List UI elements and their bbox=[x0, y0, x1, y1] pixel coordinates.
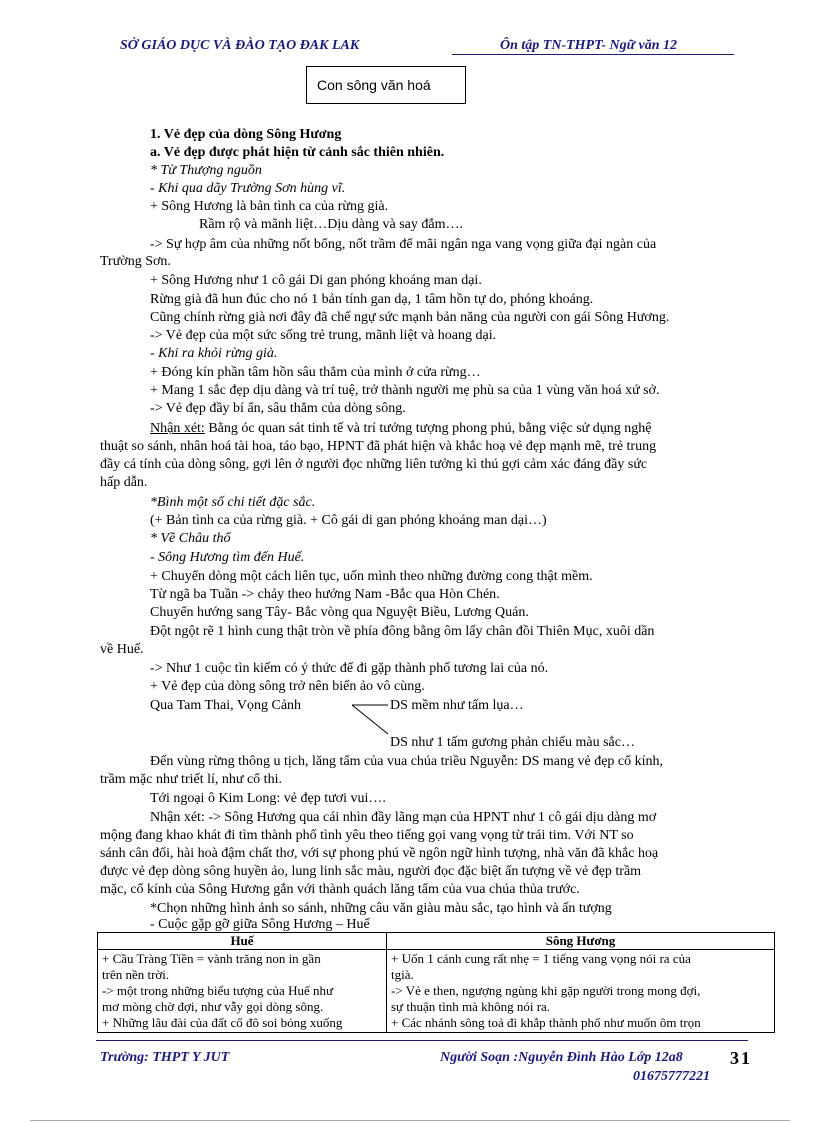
table-header-hue: Huế bbox=[98, 933, 387, 950]
body-line: - Khi ra khỏi rừng già. bbox=[150, 346, 278, 361]
body-line: + Sông Hương như 1 cô gái Di gan phóng khoáng man dại. bbox=[150, 273, 482, 288]
body-line: Cũng chính rừng già nơi đây đã chế ngự sức mạnh bản năng của người con gái Sông Hương. bbox=[150, 310, 670, 325]
body-line: * Về Châu thổ bbox=[150, 531, 231, 546]
body-line bbox=[150, 420, 651, 437]
body-line: sánh cân đối, hài hoà đậm chất thơ, với sự phong phú về ngôn ngữ hình tượng, nhà văn đã khắc hoạ bbox=[100, 846, 659, 861]
body-line: -> Sự hợp âm của những nốt bổng, nốt trầm để mãi ngân nga vang vọng giữa đại ngàn của bbox=[150, 237, 657, 252]
header-underline bbox=[452, 54, 734, 55]
body-line: trầm mặc như triết lí, như cổ thi. bbox=[100, 772, 282, 787]
body-line: Rầm rộ và mãnh liệt…Dịu dàng và say đắm…. bbox=[199, 217, 463, 232]
cell-line: -> Vẻ e then, ngượng ngùng khi gặp người trong mong đợi, bbox=[391, 983, 701, 998]
remark-text: Bằng óc quan sát tinh tế và trí tưởng tượng phong phú, bằng việc sử dụng nghệ bbox=[204, 421, 652, 436]
cell-line: sự thuận tình mà không nói ra. bbox=[391, 999, 551, 1014]
body-line: -> Như 1 cuộc tìn kiếm có ý thức để đi gặp thành phố tương lai của nó. bbox=[150, 661, 549, 676]
body-line: - Sông Hương tìm đến Huế. bbox=[150, 550, 305, 565]
body-line: + Mang 1 sắc đẹp dịu dàng và trí tuệ, trở thành người mẹ phù sa của 1 vùng văn hoá xứ sở. bbox=[150, 383, 660, 398]
table-row bbox=[98, 950, 775, 1033]
body-line: (+ Bản tình ca của rừng già. + Cô gái di gan phóng khoáng man dại…) bbox=[150, 513, 547, 528]
body-line: - Cuộc gặp gỡ giữa Sông Hương – Huế bbox=[150, 917, 370, 932]
body-line: Chuyển hướng sang Tây- Bắc vòng qua Nguyệt Biều, Lương Quán. bbox=[150, 605, 529, 620]
body-line: -> Vẻ đẹp của một sức sống trẻ trung, mãnh liệt và hoang dại. bbox=[150, 328, 497, 343]
table-header-song-huong: Sông Hương bbox=[387, 933, 775, 950]
table-cell-hue bbox=[98, 950, 387, 1033]
body-line: *Chọn những hình ảnh so sánh, những câu văn giàu màu sắc, tạo hình và ấn tượng bbox=[150, 901, 612, 916]
cell-line: mơ mòng chờ đợi, như vẫy gọi dòng sông. bbox=[102, 999, 324, 1014]
section-heading: 1. Vẻ đẹp của dòng Sông Hương bbox=[150, 127, 342, 142]
footer-author: Người Soạn :Nguyễn Đình Hào Lớp 12a8 bbox=[440, 1050, 683, 1065]
comparison-table bbox=[97, 932, 775, 1033]
body-line: + Đóng kín phần tâm hồn sâu thẳm của mình ở cửa rừng… bbox=[150, 365, 481, 380]
body-line: mộng đang khao khát đi tìm thành phố tình yêu theo tiếng gọi vang vọng từ trái tim. Với NT so bbox=[100, 828, 634, 843]
table-cell-song-huong bbox=[387, 950, 775, 1033]
body-line: -> Vẻ đẹp đầy bí ẩn, sâu thẳm của dòng sông. bbox=[150, 401, 406, 416]
body-line: Qua Tam Thai, Vọng Cảnh bbox=[150, 698, 302, 713]
document-title: Con sông văn hoá bbox=[317, 77, 431, 93]
footer-rule bbox=[96, 1040, 748, 1041]
remark-label: Nhận xét: bbox=[150, 421, 205, 436]
body-line: Tới ngoại ô Kim Long: vẻ đẹp tươi vui…. bbox=[150, 791, 386, 806]
body-line: + Sông Hương là bản tình ca của rừng già. bbox=[150, 199, 389, 214]
body-line: Nhận xét: -> Sông Hương qua cái nhìn đầy lãng mạn của HPNT như 1 cô gái dịu dàng mơ bbox=[150, 810, 657, 825]
branch-connector bbox=[352, 700, 392, 740]
body-line: DS như 1 tấm gương phản chiếu màu sắc… bbox=[390, 735, 635, 750]
body-line: Đột ngột rẽ 1 hình cung thật tròn về phía đông bằng ôm lấy chân đồi Thiên Mục, xuôi dần bbox=[150, 624, 655, 639]
body-line: DS mềm như tấm lụa… bbox=[390, 698, 524, 713]
body-line: + Chuyển dòng một cách liên tục, uốn mình theo những đường cong thật mềm. bbox=[150, 569, 593, 584]
body-line: thuật so sánh, nhân hoá tài hoa, táo bạo, HPNT đã phát hiện và khắc hoạ vẻ đẹp mạnh mẽ, trẻ trung bbox=[100, 439, 657, 454]
table-header-row bbox=[98, 933, 775, 950]
page-number: 31 bbox=[730, 1048, 752, 1068]
body-line: Trường Sơn. bbox=[100, 254, 171, 269]
body-line: * Từ Thượng nguồn bbox=[150, 163, 262, 178]
body-line: + Vẻ đẹp của dòng sông trở nên biến ảo vô cùng. bbox=[150, 679, 425, 694]
cell-line: trên nền trời. bbox=[102, 967, 170, 982]
body-line: được vẻ đẹp dòng sông huyền ảo, lung linh sắc màu, người đọc đặc biệt ấn tượng về vẻ đẹp trầm bbox=[100, 864, 642, 879]
header-subject: Ôn tập TN-THPT- Ngữ văn 12 bbox=[500, 38, 678, 53]
footer-phone: 01675777221 bbox=[633, 1069, 710, 1084]
body-line: đầy cá tính của dòng sông, gợi lên ở người đọc những liên tưởng kì thú gợi cảm xác đáng đầy sức bbox=[100, 457, 648, 472]
cell-line: + Các nhánh sông toả đi khắp thành phố như muốn ôm trọn bbox=[391, 1015, 701, 1030]
body-line: mặc, cổ kính của Sông Hương gắn với thành quách lăng tẩm của vua chúa thủa trước. bbox=[100, 882, 580, 897]
subsection-heading: a. Vẻ đẹp được phát hiện từ cảnh sắc thiên nhiên. bbox=[150, 145, 445, 160]
body-line: *Bình một số chi tiết đặc sắc. bbox=[150, 495, 316, 510]
body-line: - Khi qua dãy Trường Sơn hùng vĩ. bbox=[150, 181, 346, 196]
body-line: Đến vùng rừng thông u tịch, lăng tẩm của vua chúa triều Nguyễn: DS mang vẻ đẹp cổ kính, bbox=[150, 754, 664, 769]
body-line: hấp dẫn. bbox=[100, 475, 148, 490]
cell-line: + Những lâu đài của đất cố đô soi bóng xuống bbox=[102, 1015, 343, 1030]
page-bottom-rule bbox=[30, 1120, 790, 1121]
body-line: Rừng già đã hun đúc cho nó 1 bản tính gan dạ, 1 tâm hồn tự do, phóng khoáng. bbox=[150, 292, 594, 307]
cell-line: + Cầu Tràng Tiền = vành trăng non in gần bbox=[102, 951, 321, 966]
header-department: SỞ GIÁO DỤC VÀ ĐÀO TẠO ĐAK LAK bbox=[120, 38, 360, 53]
body-line: về Huế. bbox=[100, 642, 144, 657]
cell-line: tgià. bbox=[391, 967, 414, 982]
body-line: Từ ngã ba Tuần -> chảy theo hướng Nam -Bắc qua Hòn Chén. bbox=[150, 587, 500, 602]
cell-line: -> một trong những biểu tượng của Huế như bbox=[102, 983, 334, 998]
document-title-box bbox=[306, 66, 466, 104]
footer-school: Trường: THPT Y JUT bbox=[100, 1050, 230, 1065]
cell-line: + Uốn 1 cánh cung rất nhẹ = 1 tiếng vang vọng nói ra của bbox=[391, 951, 691, 966]
